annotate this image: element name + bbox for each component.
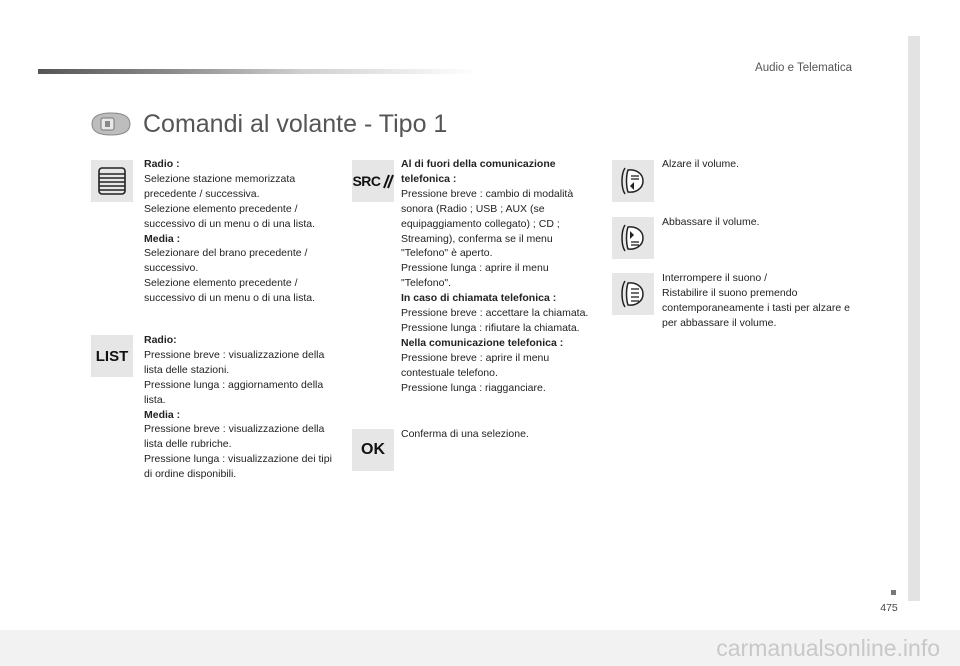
text-line: Selezione elemento precedente / successivo di un menu o di una lista.	[144, 202, 316, 230]
volume-down-icon	[612, 217, 654, 259]
list-button-text	[144, 333, 340, 482]
text-line: Radio :	[144, 158, 180, 170]
text-line: Pressione lunga : aprire il menu "Telefono".	[401, 262, 549, 290]
page-title: Comandi al volante - Tipo 1	[143, 110, 448, 138]
text-line: Selezionare del brano precedente / successivo.	[144, 247, 308, 275]
text-line: Selezione stazione memorizzata precedente / successiva.	[144, 172, 296, 200]
list-button-icon: LIST	[91, 335, 133, 377]
mute-text	[662, 271, 862, 331]
text-line: Media :	[144, 408, 181, 421]
section-name: Audio e Telematica	[755, 62, 852, 74]
text-line: Alzare il volume.	[662, 158, 740, 170]
volume-down-text	[662, 215, 862, 230]
text-line: Selezione elemento precedente / successivo di un menu o di una lista.	[144, 277, 316, 305]
volume-up-icon	[612, 160, 654, 202]
src-phone-text	[401, 157, 601, 396]
text-line: Pressione lunga : visualizzazione dei tipi di ordine disponibili.	[144, 453, 332, 481]
text-line: Abbassare il volume.	[662, 216, 760, 228]
ok-button-icon: OK	[352, 429, 394, 471]
text-line: Pressione lunga : riagganciare.	[401, 381, 546, 394]
wheel-scroll-icon	[91, 160, 133, 202]
text-line: Pressione lunga : aggiornamento della lista.	[144, 378, 324, 406]
text-line: Media :	[144, 232, 181, 245]
page-number: 475	[880, 602, 898, 614]
text-line: Pressione breve : cambio di modalità sonora (Radio ; USB ; AUX (se equipaggiamento collegato) ; CD ; Streaming), conferma se il menu "Telefono" è aperto.	[401, 187, 574, 260]
text-line: Interrompere il suono /	[662, 272, 768, 284]
text-line: In caso di chiamata telefonica :	[401, 292, 557, 305]
text-line: Ristabilire il suono premendo contemporaneamente i tasti per alzare e per abbassare il volume.	[662, 286, 850, 329]
watermark	[0, 630, 960, 666]
text-line: Pressione breve : aprire il menu contestuale telefono.	[401, 351, 550, 379]
volume-up-text	[662, 157, 862, 172]
text-line: Pressione lunga : rifiutare la chiamata.	[401, 321, 580, 334]
text-line: Pressione breve : visualizzazione della lista delle rubriche.	[144, 423, 325, 451]
text-line: Radio:	[144, 334, 177, 346]
mute-icon	[612, 273, 654, 315]
steering-wheel-icon	[90, 110, 132, 138]
text-line: Al di fuori della comunicazione telefonica :	[401, 158, 556, 185]
radio-media-scroll-text	[144, 157, 340, 306]
text-line: Nella comunicazione telefonica :	[401, 336, 564, 349]
header-rule	[38, 69, 478, 74]
watermark-text: carmanualsonline.info	[716, 634, 940, 661]
text-line: Pressione breve : visualizzazione della lista delle stazioni.	[144, 348, 325, 376]
page-marker	[891, 590, 896, 595]
side-strip	[908, 36, 920, 601]
text-line: Conferma di una selezione.	[401, 428, 529, 440]
src-phone-button-icon: SRC	[352, 160, 394, 202]
text-line: Pressione breve : accettare la chiamata.	[401, 307, 589, 320]
ok-text	[401, 427, 601, 442]
